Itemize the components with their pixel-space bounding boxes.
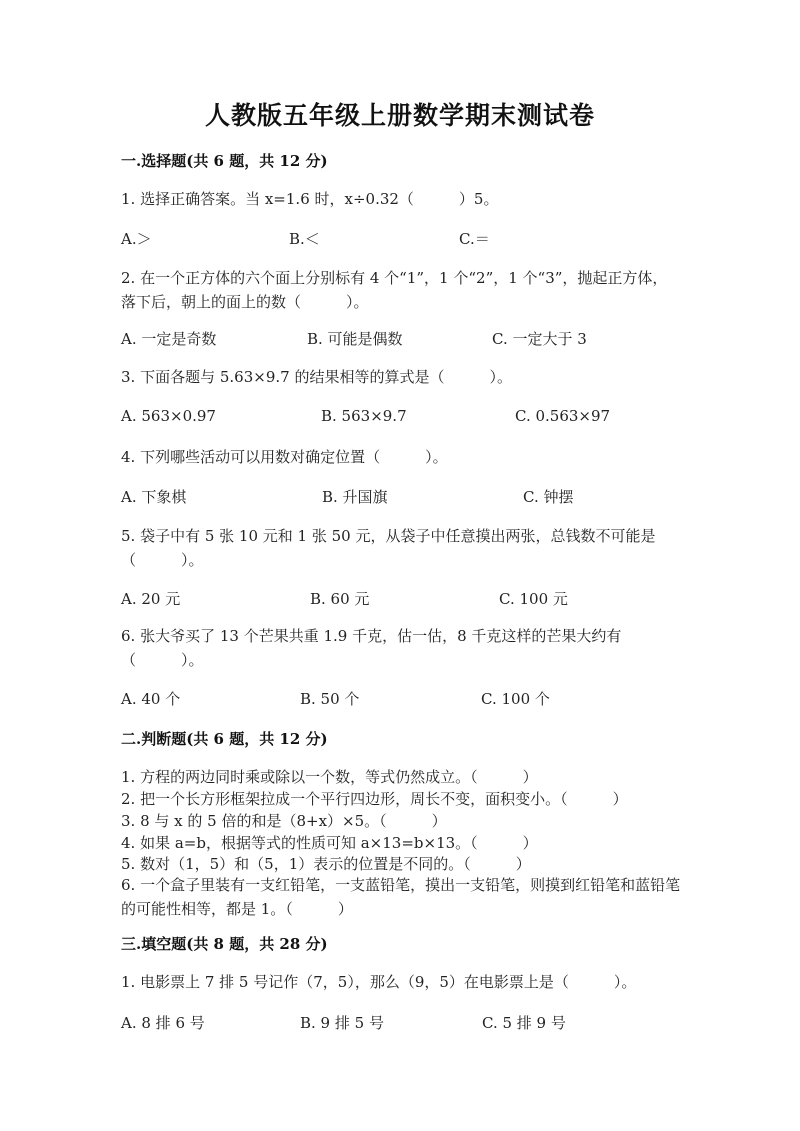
option-b: B. 升国旗 <box>322 488 388 506</box>
option-a: A. 20 元 <box>121 590 181 608</box>
statement-text: 1. 方程的两边同时乘或除以一个数，等式仍然成立。（ ） <box>121 768 538 786</box>
option-c: C. 钟摆 <box>523 488 574 506</box>
option-a: A. 40 个 <box>121 690 181 708</box>
option-a: A.＞ <box>121 230 152 248</box>
question-text: 4. 下列哪些活动可以用数对确定位置（ ）。 <box>121 448 448 466</box>
option-a: A. 一定是奇数 <box>121 330 217 348</box>
option-b: B. 60 元 <box>310 590 370 608</box>
option-c: C. 5 排 9 号 <box>482 1014 566 1032</box>
option-a: A. 563×0.97 <box>121 407 216 425</box>
option-c: C. 0.563×97 <box>515 407 611 425</box>
option-c: C. 100 元 <box>499 590 568 608</box>
question-text: 6. 张大爷买了 13 个芒果共重 1.9 千克，估一估，8 千克这样的芒果大约有（ ）。 <box>121 627 622 669</box>
statement-text: 5. 数对（1，5）和（5，1）表示的位置是不同的。（ ） <box>121 855 531 873</box>
page-title: 人教版五年级上册数学期末测试卷 <box>204 101 595 130</box>
option-b: B. 9 排 5 号 <box>300 1014 384 1032</box>
section-heading-choice: 一.选择题(共 6 题，共 12 分) <box>121 152 328 170</box>
option-c: C. 一定大于 3 <box>492 330 587 348</box>
option-b: B. 563×9.7 <box>321 407 407 425</box>
statement-text: 2. 把一个长方形框架拉成一个平行四边形，周长不变，面积变小。（ ） <box>121 790 628 808</box>
statement-text: 4. 如果 a=b，根据等式的性质可知 a×13=b×13。（ ） <box>121 834 538 852</box>
option-b: B. 50 个 <box>300 690 360 708</box>
question-text: 5. 袋子中有 5 张 10 元和 1 张 50 元，从袋子中任意摸出两张，总钱数不可能是（ ）。 <box>121 527 656 569</box>
option-a: A. 8 排 6 号 <box>121 1014 205 1032</box>
question-text: 1. 电影票上 7 排 5 号记作（7，5），那么（9，5）在电影票上是（ ）。 <box>121 973 637 991</box>
option-a: A. 下象棋 <box>121 488 187 506</box>
section-heading-fill: 三.填空题(共 8 题，共 28 分) <box>121 935 328 953</box>
question-text: 3. 下面各题与 5.63×9.7 的结果相等的算式是（ ）。 <box>121 368 512 386</box>
statement-text: 3. 8 与 x 的 5 倍的和是（8+x）×5。（ ） <box>121 812 447 830</box>
question-text: 1. 选择正确答案。当 x=1.6 时，x÷0.32（ ）5。 <box>121 190 499 208</box>
option-c: C. 100 个 <box>481 690 550 708</box>
option-b: B.＜ <box>289 230 320 248</box>
section-heading-judge: 二.判断题(共 6 题，共 12 分) <box>121 730 328 748</box>
question-text: 2. 在一个正方体的六个面上分别标有 4 个“1”，1 个“2”，1 个“3”，抛起正方体，落下后，朝上的面上的数（ ）。 <box>121 269 668 311</box>
option-c: C.＝ <box>459 230 490 248</box>
option-b: B. 可能是偶数 <box>307 330 403 348</box>
statement-text: 6. 一个盒子里装有一支红铅笔，一支蓝铅笔，摸出一支铅笔，则摸到红铅笔和蓝铅笔的可能性相等，都是 1。（ ） <box>121 876 681 918</box>
